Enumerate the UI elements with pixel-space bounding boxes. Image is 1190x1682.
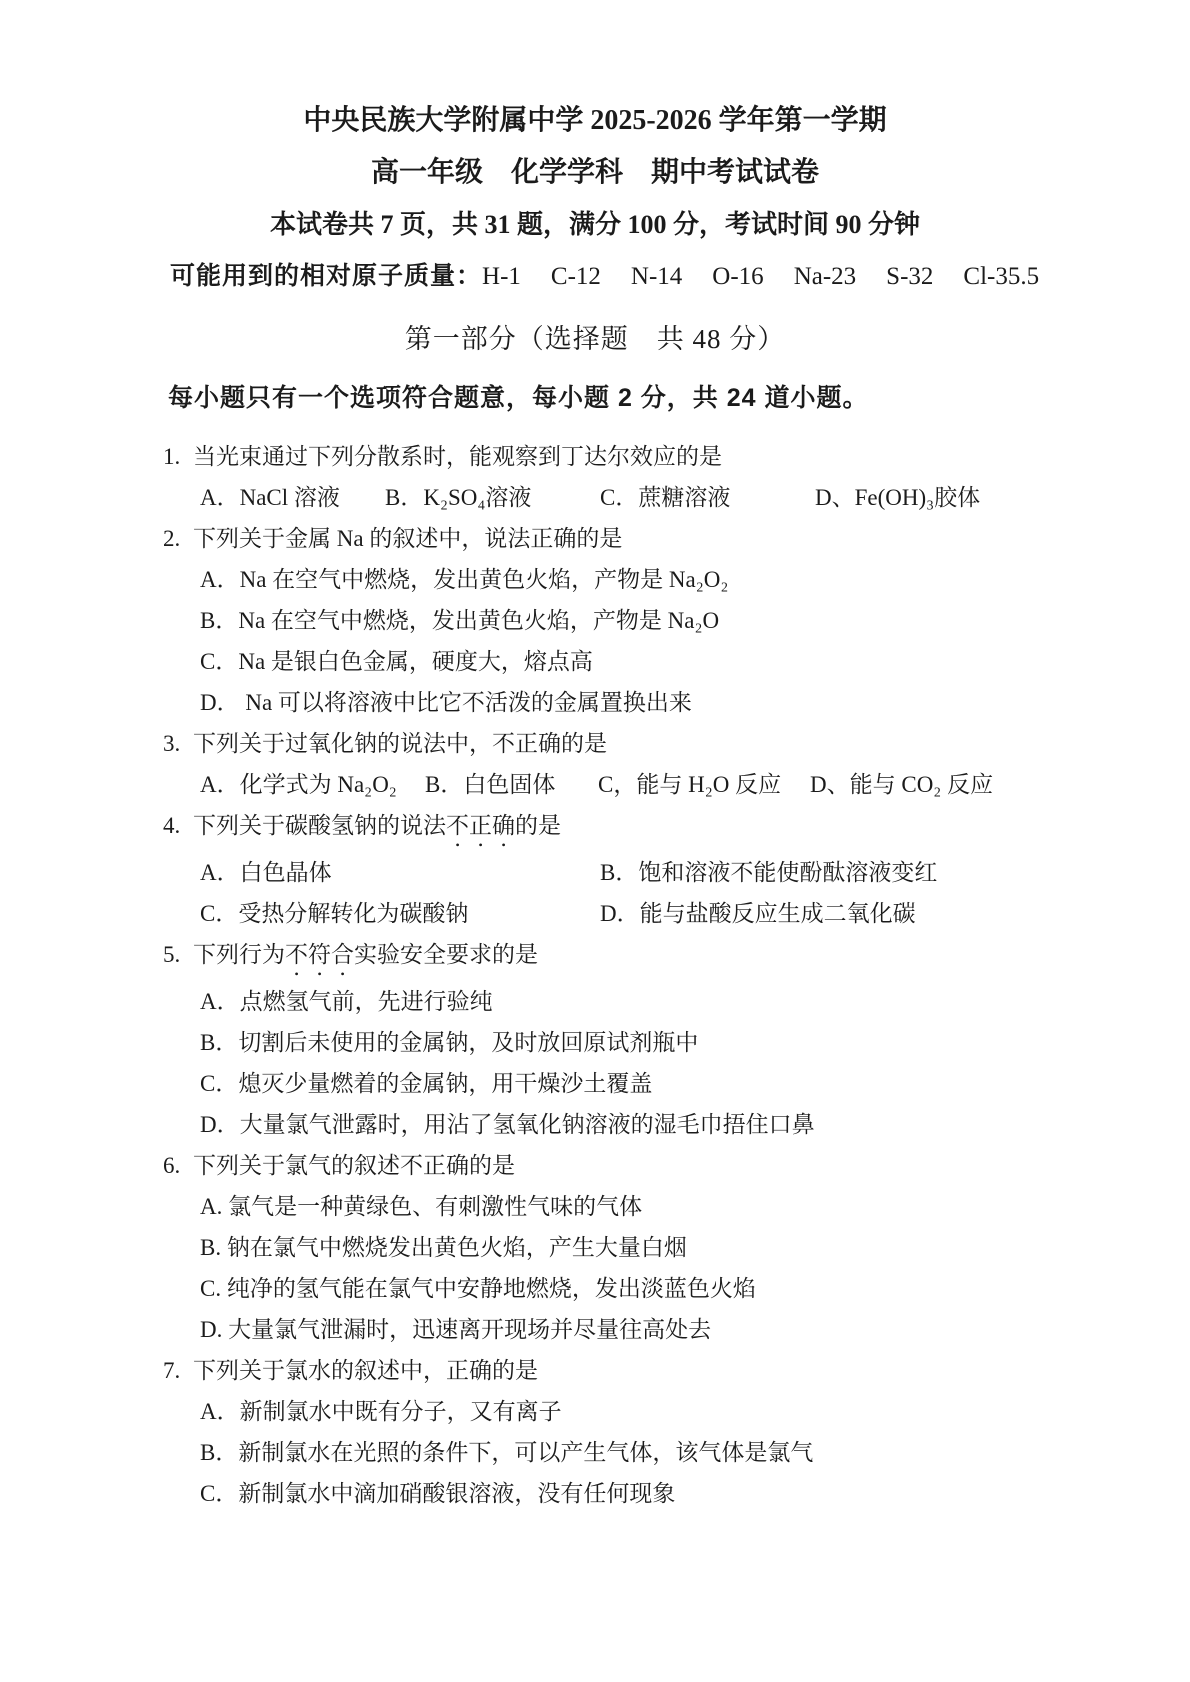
question-list — [0, 436, 1190, 1514]
question-5-option-b: B．切割后未使用的金属钠，及时放回原试剂瓶中 — [200, 1030, 699, 1055]
question-4-number: 4. — [163, 813, 181, 838]
atomic-mass-item-cl: Cl-35.5 — [963, 263, 1040, 290]
question-2-number: 2. — [163, 526, 181, 551]
question-7 — [0, 1350, 1190, 1514]
question-1-option-c: C．蔗糖溶液 — [600, 485, 731, 510]
question-1 — [0, 436, 1190, 518]
question-4-stem — [0, 805, 1190, 852]
question-3-stem-text: 下列关于过氧化钠的说法中，不正确的是 — [193, 731, 607, 756]
question-2-stem — [0, 518, 1190, 559]
question-1-option-d: D、Fe(OH)₃胶体 — [815, 485, 981, 510]
question-6-option-a: A. 氯气是一种黄绿色、有刺激性气味的气体 — [200, 1194, 643, 1219]
question-4-option-b: B．饱和溶液不能使酚酞溶液变红 — [600, 860, 938, 885]
question-1-option-a: A．NaCl 溶液 — [200, 485, 340, 510]
question-7-option-a: A．新制氯水中既有分子，又有离子 — [200, 1399, 562, 1424]
question-6-stem-text: 下列关于氯气的叙述不正确的是 — [193, 1153, 515, 1178]
question-5-option-c: C．熄灭少量燃着的金属钠，用干燥沙土覆盖 — [200, 1071, 653, 1096]
question-1-number: 1. — [163, 444, 181, 469]
question-4 — [0, 805, 1190, 934]
question-7-stem — [0, 1350, 1190, 1391]
atomic-mass-item-na: Na-23 — [793, 263, 857, 290]
question-4-options-row-1 — [0, 852, 1190, 893]
question-4-stem-tail: 的是 — [515, 813, 561, 838]
paper-info-line: 本试卷共 7 页，共 31 题，满分 100 分，考试时间 90 分钟 — [269, 210, 920, 239]
question-1-option-b: B．K₂SO₄溶液 — [385, 485, 532, 510]
question-2 — [0, 518, 1190, 723]
question-5-option-d: D．大量氯气泄露时，用沾了氢氧化钠溶液的湿毛巾捂住口鼻 — [200, 1112, 815, 1137]
question-1-stem-text: 当光束通过下列分散系时，能观察到丁达尔效应的是 — [193, 444, 722, 469]
question-4-option-a: A．白色晶体 — [200, 860, 332, 885]
question-4-stem-emphasis: 不正确 — [446, 813, 515, 838]
question-2-option-c: C．Na 是银白色金属，硬度大，熔点高 — [200, 649, 593, 674]
question-3-stem — [0, 723, 1190, 764]
question-5-stem-tail: 实验安全要求的是 — [354, 942, 538, 967]
section-note: 每小题只有一个选项符合题意，每小题 2 分，共 24 道小题。 — [168, 384, 869, 412]
question-3 — [0, 723, 1190, 805]
question-5-option-a: A．点燃氢气前，先进行验纯 — [200, 989, 493, 1014]
question-5-stem — [0, 934, 1190, 981]
question-4-options-row-2 — [0, 893, 1190, 934]
grade-subject-title: 高一年级 化学学科 期中考试试卷 — [370, 157, 819, 188]
school-term-title: 中央民族大学附属中学 2025-2026 学年第一学期 — [303, 105, 887, 136]
question-2-option-a: A．Na 在空气中燃烧，发出黄色火焰，产物是 Na₂O₂ — [200, 567, 729, 592]
question-6-option-c: C. 纯净的氢气能在氯气中安静地燃烧，发出淡蓝色火焰 — [200, 1276, 756, 1301]
question-7-option-b: B．新制氯水在光照的条件下，可以产生气体，该气体是氯气 — [200, 1440, 814, 1465]
question-6 — [0, 1145, 1190, 1350]
question-6-number: 6. — [163, 1153, 181, 1178]
atomic-mass-item-h: H-1 — [482, 263, 521, 290]
question-1-options — [0, 477, 1190, 518]
question-5-stem-text: 下列行为 — [193, 942, 285, 967]
section-heading: 第一部分（选择题 共 48 分） — [404, 324, 786, 354]
question-7-number: 7. — [163, 1358, 181, 1383]
atomic-mass-line — [0, 260, 1190, 293]
question-2-option-d: D． Na 可以将溶液中比它不活泼的金属置换出来 — [200, 690, 692, 715]
question-4-stem-text: 下列关于碳酸氢钠的说法 — [193, 813, 446, 838]
atomic-mass-label: 可能用到的相对原子质量： — [170, 262, 483, 290]
question-2-stem-text: 下列关于金属 Na 的叙述中，说法正确的是 — [193, 526, 623, 551]
question-3-option-c: C，能与 H₂O 反应 — [598, 772, 782, 797]
question-5-number: 5. — [163, 942, 181, 967]
question-6-stem — [0, 1145, 1190, 1186]
question-4-option-d: D．能与盐酸反应生成二氧化碳 — [600, 901, 916, 926]
atomic-mass-item-n: N-14 — [630, 263, 683, 290]
question-6-option-b: B. 钠在氯气中燃烧发出黄色火焰，产生大量白烟 — [200, 1235, 687, 1260]
question-6-option-d: D. 大量氯气泄漏时，迅速离开现场并尽量往高处去 — [200, 1317, 712, 1342]
question-3-options — [0, 764, 1190, 805]
atomic-mass-item-s: S-32 — [886, 263, 934, 290]
atomic-mass-item-c: C-12 — [550, 263, 601, 290]
question-4-option-c: C．受热分解转化为碳酸钠 — [200, 901, 469, 926]
question-3-option-a: A．化学式为 Na₂O₂ — [200, 772, 397, 797]
question-3-option-b: B．白色固体 — [425, 772, 556, 797]
atomic-mass-item-o: O-16 — [712, 263, 764, 290]
question-5-stem-emphasis: 不符合 — [285, 942, 354, 967]
question-5 — [0, 934, 1190, 1145]
question-2-option-b: B．Na 在空气中燃烧，发出黄色火焰，产物是 Na₂O — [200, 608, 720, 633]
question-1-stem — [0, 436, 1190, 477]
question-7-stem-text: 下列关于氯水的叙述中，正确的是 — [193, 1358, 538, 1383]
question-3-number: 3. — [163, 731, 181, 756]
question-7-option-c: C．新制氯水中滴加硝酸银溶液，没有任何现象 — [200, 1481, 676, 1506]
question-3-option-d: D、能与 CO₂ 反应 — [810, 772, 994, 797]
